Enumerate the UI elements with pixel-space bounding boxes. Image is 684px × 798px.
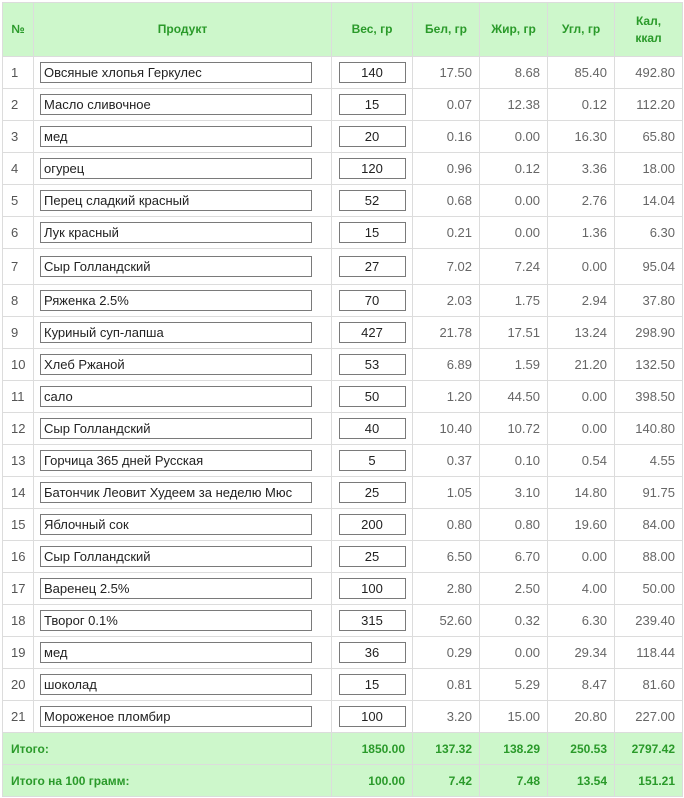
row-number: 9 [3, 317, 34, 349]
product-input[interactable]: Овсяные хлопья Геркулес [40, 62, 312, 83]
carbs-value: 13.24 [548, 317, 615, 349]
header-carbs: Угл, гр [548, 3, 615, 57]
carbs-value: 14.80 [548, 477, 615, 509]
table-row [3, 153, 683, 185]
row-number: 6 [3, 217, 34, 249]
carbs-value: 6.30 [548, 605, 615, 637]
row-number: 21 [3, 701, 34, 733]
header-protein: Бел, гр [413, 3, 480, 57]
carbs-value: 21.20 [548, 349, 615, 381]
protein-value: 2.03 [413, 285, 480, 317]
row-number: 19 [3, 637, 34, 669]
totals-protein: 137.32 [413, 733, 480, 765]
protein-value: 0.96 [413, 153, 480, 185]
product-cell [34, 349, 332, 381]
product-cell [34, 249, 332, 285]
table-row [3, 701, 683, 733]
weight-input[interactable]: 36 [339, 642, 406, 663]
carbs-value: 0.00 [548, 413, 615, 445]
carbs-value: 85.40 [548, 57, 615, 89]
fat-value: 0.12 [480, 153, 548, 185]
product-cell [34, 669, 332, 701]
row-number: 18 [3, 605, 34, 637]
fat-value: 44.50 [480, 381, 548, 413]
per100-protein: 7.42 [413, 765, 480, 797]
carbs-value: 0.54 [548, 445, 615, 477]
table-row [3, 285, 683, 317]
fat-value: 8.68 [480, 57, 548, 89]
totals-calories: 2797.42 [615, 733, 683, 765]
table-row [3, 317, 683, 349]
protein-value: 0.07 [413, 89, 480, 121]
product-input[interactable]: шоколад [40, 674, 312, 695]
product-input[interactable]: Яблочный сок [40, 514, 312, 535]
weight-cell [332, 217, 413, 249]
table-row [3, 249, 683, 285]
product-cell [34, 57, 332, 89]
product-cell [34, 89, 332, 121]
carbs-value: 29.34 [548, 637, 615, 669]
calories-value: 112.20 [615, 89, 683, 121]
fat-value: 12.38 [480, 89, 548, 121]
carbs-value: 8.47 [548, 669, 615, 701]
weight-input[interactable]: 15 [339, 222, 406, 243]
weight-input[interactable]: 25 [339, 482, 406, 503]
table-row [3, 541, 683, 573]
fat-value: 1.75 [480, 285, 548, 317]
table-row [3, 185, 683, 217]
weight-cell [332, 285, 413, 317]
protein-value: 0.68 [413, 185, 480, 217]
per100-weight: 100.00 [332, 765, 413, 797]
table-row [3, 121, 683, 153]
weight-input[interactable]: 70 [339, 290, 406, 311]
product-cell [34, 317, 332, 349]
calories-value: 84.00 [615, 509, 683, 541]
calories-value: 37.80 [615, 285, 683, 317]
totals-label: Итого: [3, 733, 332, 765]
protein-value: 3.20 [413, 701, 480, 733]
row-number: 4 [3, 153, 34, 185]
carbs-value: 20.80 [548, 701, 615, 733]
table-row [3, 381, 683, 413]
row-number: 2 [3, 89, 34, 121]
weight-input[interactable]: 20 [339, 126, 406, 147]
product-input[interactable]: Масло сливочное [40, 94, 312, 115]
calories-value: 132.50 [615, 349, 683, 381]
product-cell [34, 509, 332, 541]
table-row [3, 413, 683, 445]
row-number: 14 [3, 477, 34, 509]
fat-value: 3.10 [480, 477, 548, 509]
calories-value: 4.55 [615, 445, 683, 477]
weight-cell [332, 153, 413, 185]
product-input[interactable]: огурец [40, 158, 312, 179]
row-number: 5 [3, 185, 34, 217]
calories-value: 6.30 [615, 217, 683, 249]
per100-row [3, 765, 683, 797]
weight-input[interactable]: 40 [339, 418, 406, 439]
calories-value: 239.40 [615, 605, 683, 637]
calories-value: 95.04 [615, 249, 683, 285]
product-input[interactable]: Творог 0.1% [40, 610, 312, 631]
product-cell [34, 573, 332, 605]
per100-fat: 7.48 [480, 765, 548, 797]
calories-value: 91.75 [615, 477, 683, 509]
calories-value: 118.44 [615, 637, 683, 669]
fat-value: 0.10 [480, 445, 548, 477]
weight-input[interactable]: 50 [339, 386, 406, 407]
calories-value: 50.00 [615, 573, 683, 605]
weight-input[interactable]: 25 [339, 546, 406, 567]
protein-value: 7.02 [413, 249, 480, 285]
weight-input[interactable]: 52 [339, 190, 406, 211]
protein-value: 10.40 [413, 413, 480, 445]
table-row [3, 349, 683, 381]
weight-cell [332, 89, 413, 121]
product-input[interactable]: Перец сладкий красный [40, 190, 312, 211]
row-number: 3 [3, 121, 34, 153]
weight-input[interactable]: 5 [339, 450, 406, 471]
weight-input[interactable]: 100 [339, 578, 406, 599]
product-input[interactable]: Сыр Голландский [40, 418, 312, 439]
table-row [3, 669, 683, 701]
fat-value: 2.50 [480, 573, 548, 605]
protein-value: 1.05 [413, 477, 480, 509]
weight-cell [332, 669, 413, 701]
weight-cell [332, 509, 413, 541]
product-cell [34, 121, 332, 153]
product-input[interactable]: Лук красный [40, 222, 312, 243]
protein-value: 0.81 [413, 669, 480, 701]
carbs-value: 0.00 [548, 249, 615, 285]
totals-carbs: 250.53 [548, 733, 615, 765]
product-cell [34, 445, 332, 477]
weight-cell [332, 349, 413, 381]
carbs-value: 3.36 [548, 153, 615, 185]
product-cell [34, 477, 332, 509]
product-cell [34, 285, 332, 317]
product-input[interactable]: Варенец 2.5% [40, 578, 312, 599]
carbs-value: 16.30 [548, 121, 615, 153]
product-cell [34, 185, 332, 217]
weight-cell [332, 445, 413, 477]
weight-cell [332, 185, 413, 217]
protein-value: 0.16 [413, 121, 480, 153]
product-input[interactable]: Батончик Леовит Худеем за неделю Мюс [40, 482, 312, 503]
carbs-value: 1.36 [548, 217, 615, 249]
fat-value: 0.00 [480, 121, 548, 153]
weight-cell [332, 121, 413, 153]
row-number: 1 [3, 57, 34, 89]
weight-cell [332, 637, 413, 669]
weight-input[interactable]: 15 [339, 94, 406, 115]
carbs-value: 19.60 [548, 509, 615, 541]
weight-input[interactable]: 315 [339, 610, 406, 631]
product-input[interactable]: сало [40, 386, 312, 407]
header-calories [615, 3, 683, 57]
header-product: Продукт [34, 3, 332, 57]
table-row [3, 605, 683, 637]
product-cell [34, 217, 332, 249]
calories-value: 88.00 [615, 541, 683, 573]
table-row [3, 573, 683, 605]
totals-weight: 1850.00 [332, 733, 413, 765]
per100-carbs: 13.54 [548, 765, 615, 797]
weight-input[interactable]: 200 [339, 514, 406, 535]
protein-value: 0.21 [413, 217, 480, 249]
table-row [3, 509, 683, 541]
header-weight: Вес, гр [332, 3, 413, 57]
product-cell [34, 637, 332, 669]
fat-value: 17.51 [480, 317, 548, 349]
fat-value: 6.70 [480, 541, 548, 573]
product-input[interactable]: мед [40, 126, 312, 147]
row-number: 10 [3, 349, 34, 381]
weight-input[interactable]: 427 [339, 322, 406, 343]
calories-value: 398.50 [615, 381, 683, 413]
weight-input[interactable]: 140 [339, 62, 406, 83]
table-row [3, 445, 683, 477]
carbs-value: 2.94 [548, 285, 615, 317]
weight-cell [332, 249, 413, 285]
fat-value: 1.59 [480, 349, 548, 381]
row-number: 11 [3, 381, 34, 413]
header-row [3, 3, 683, 57]
row-number: 17 [3, 573, 34, 605]
weight-cell [332, 573, 413, 605]
product-input[interactable]: Куриный суп-лапша [40, 322, 312, 343]
header-no: № [3, 3, 34, 57]
nutrition-table [2, 2, 683, 797]
product-cell [34, 541, 332, 573]
product-input[interactable]: Хлеб Ржаной [40, 354, 312, 375]
totals-row [3, 733, 683, 765]
weight-input[interactable]: 120 [339, 158, 406, 179]
weight-cell [332, 605, 413, 637]
carbs-value: 0.00 [548, 541, 615, 573]
product-cell [34, 413, 332, 445]
product-input[interactable]: Ряженка 2.5% [40, 290, 312, 311]
carbs-value: 2.76 [548, 185, 615, 217]
weight-cell [332, 701, 413, 733]
product-input[interactable]: Мороженое пломбир [40, 706, 312, 727]
header-cal-line2: ккал [635, 30, 662, 45]
weight-input[interactable]: 15 [339, 674, 406, 695]
product-input[interactable]: мед [40, 642, 312, 663]
weight-cell [332, 541, 413, 573]
weight-input[interactable]: 53 [339, 354, 406, 375]
header-fat: Жир, гр [480, 3, 548, 57]
weight-cell [332, 477, 413, 509]
fat-value: 0.00 [480, 637, 548, 669]
weight-cell [332, 413, 413, 445]
totals-fat: 138.29 [480, 733, 548, 765]
protein-value: 0.29 [413, 637, 480, 669]
carbs-value: 0.12 [548, 89, 615, 121]
product-input[interactable]: Горчица 365 дней Русская [40, 450, 312, 471]
weight-cell [332, 317, 413, 349]
calories-value: 18.00 [615, 153, 683, 185]
product-cell [34, 605, 332, 637]
fat-value: 0.00 [480, 217, 548, 249]
table-row [3, 57, 683, 89]
protein-value: 6.50 [413, 541, 480, 573]
protein-value: 0.37 [413, 445, 480, 477]
protein-value: 1.20 [413, 381, 480, 413]
fat-value: 0.00 [480, 185, 548, 217]
weight-cell [332, 57, 413, 89]
table-row [3, 89, 683, 121]
calories-value: 140.80 [615, 413, 683, 445]
product-input[interactable]: Сыр Голландский [40, 546, 312, 567]
fat-value: 0.80 [480, 509, 548, 541]
protein-value: 21.78 [413, 317, 480, 349]
row-number: 16 [3, 541, 34, 573]
product-input[interactable]: Сыр Голландский [40, 256, 312, 277]
weight-cell [332, 381, 413, 413]
weight-input[interactable]: 100 [339, 706, 406, 727]
per100-label: Итого на 100 грамм: [3, 765, 332, 797]
fat-value: 0.32 [480, 605, 548, 637]
calories-value: 298.90 [615, 317, 683, 349]
table-row [3, 477, 683, 509]
calories-value: 227.00 [615, 701, 683, 733]
carbs-value: 4.00 [548, 573, 615, 605]
protein-value: 6.89 [413, 349, 480, 381]
row-number: 20 [3, 669, 34, 701]
fat-value: 5.29 [480, 669, 548, 701]
row-number: 15 [3, 509, 34, 541]
table-row [3, 637, 683, 669]
calories-value: 492.80 [615, 57, 683, 89]
product-cell [34, 701, 332, 733]
fat-value: 15.00 [480, 701, 548, 733]
protein-value: 52.60 [413, 605, 480, 637]
calories-value: 14.04 [615, 185, 683, 217]
row-number: 13 [3, 445, 34, 477]
row-number: 8 [3, 285, 34, 317]
header-cal-line1: Кал, [635, 13, 662, 28]
weight-input[interactable]: 27 [339, 256, 406, 277]
product-cell [34, 153, 332, 185]
protein-value: 2.80 [413, 573, 480, 605]
protein-value: 17.50 [413, 57, 480, 89]
protein-value: 0.80 [413, 509, 480, 541]
carbs-value: 0.00 [548, 381, 615, 413]
calories-value: 65.80 [615, 121, 683, 153]
row-number: 7 [3, 249, 34, 285]
product-cell [34, 381, 332, 413]
table-row [3, 217, 683, 249]
fat-value: 10.72 [480, 413, 548, 445]
calories-value: 81.60 [615, 669, 683, 701]
fat-value: 7.24 [480, 249, 548, 285]
row-number: 12 [3, 413, 34, 445]
per100-calories: 151.21 [615, 765, 683, 797]
